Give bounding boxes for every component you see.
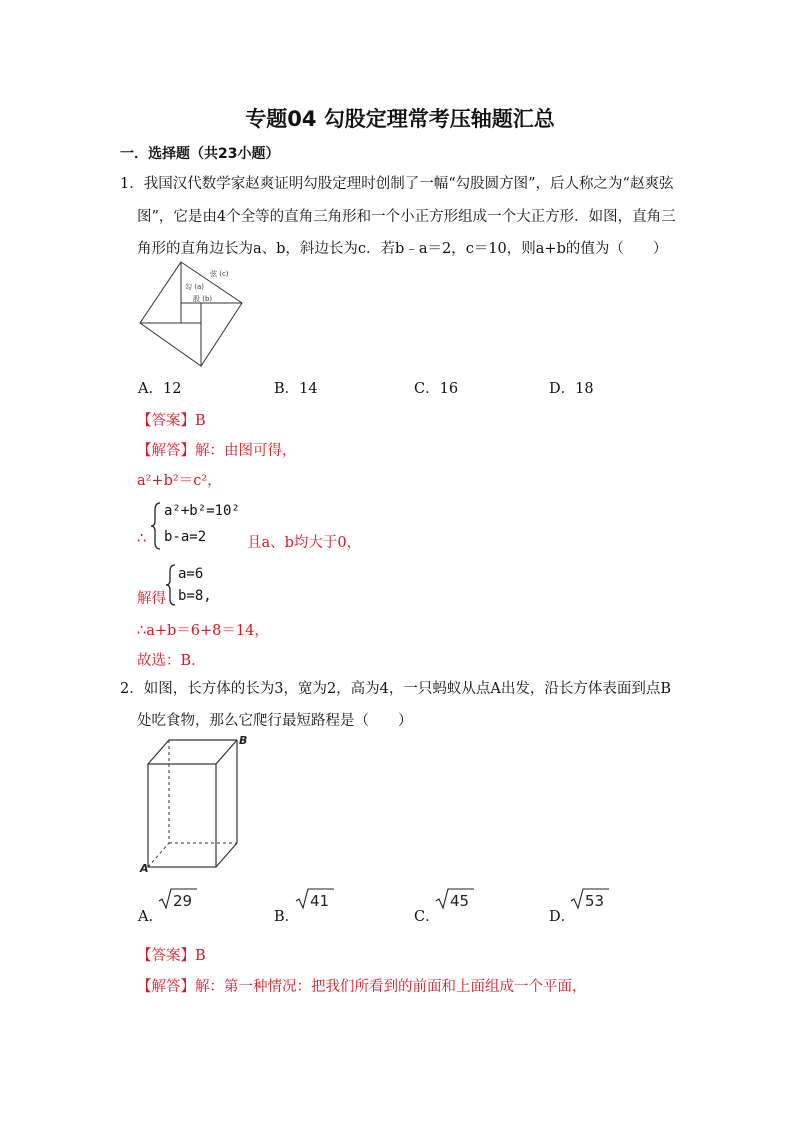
therefore-symbol: ∴ bbox=[137, 531, 147, 547]
q1-option-c: C．16 bbox=[414, 381, 459, 397]
q1-option-a: A．12 bbox=[138, 381, 182, 397]
q2-line-2: 处吃食物，那么它爬行最短路程是（ ） bbox=[137, 713, 413, 729]
q1-equation-1: a²+b²＝c²， bbox=[137, 473, 222, 489]
zhao-shuang-figure bbox=[138, 260, 244, 368]
q1-solution-head: 【解答】解：由图可得， bbox=[137, 443, 297, 459]
q1-choice: 故选：B． bbox=[137, 653, 206, 669]
radical-b-icon bbox=[295, 888, 335, 910]
q1-line-3: 角形的直角边长为a、b，斜边长为c．若b﹣a＝2，c＝10，则a+b的值为（ ） bbox=[137, 241, 668, 257]
section-heading: 一．选择题（共23小题） bbox=[120, 146, 280, 162]
page-title: 专题04 勾股定理常考压轴题汇总 bbox=[245, 107, 555, 131]
q2-option-d-letter: D． bbox=[549, 909, 576, 925]
q1-line-2: 图”，它是由4个全等的直角三角形和一个小正方形组成一个大正方形．如图，直角三 bbox=[137, 209, 676, 225]
q2-option-b-letter: B． bbox=[274, 909, 300, 925]
point-b-label: B bbox=[239, 734, 248, 747]
q2-line-1: 2．如图，长方体的长为3，宽为2，高为4，一只蚂蚁从点A出发，沿长方体表面到点B bbox=[120, 681, 672, 697]
radical-c-icon bbox=[435, 888, 475, 910]
gou-label: 勾 (a) bbox=[185, 283, 204, 291]
point-a-label: A bbox=[140, 862, 149, 875]
q1-option-b: B．14 bbox=[274, 381, 318, 397]
svg-text:41: 41 bbox=[310, 892, 330, 910]
system-2-row-2: b=8, bbox=[178, 588, 212, 604]
radical-a-icon bbox=[158, 888, 198, 910]
svg-text:53: 53 bbox=[585, 892, 605, 910]
q1-option-d: D．18 bbox=[549, 381, 594, 397]
q2-solution: 【解答】解：第一种情况：把我们所看到的前面和上面组成一个平面， bbox=[137, 979, 587, 995]
gu-label: 股 (b) bbox=[193, 295, 213, 303]
q2-option-a-letter: A． bbox=[138, 909, 163, 925]
system-1-row-2: b-a=2 bbox=[164, 529, 207, 545]
solve-label: 解得 bbox=[137, 591, 166, 607]
q2-answer: 【答案】B bbox=[137, 948, 206, 964]
svg-text:45: 45 bbox=[450, 892, 470, 910]
q1-answer: 【答案】B bbox=[137, 413, 206, 429]
q2-option-c-letter: C． bbox=[414, 909, 440, 925]
cuboid-figure bbox=[138, 730, 258, 875]
hyp-label: 弦 (c) bbox=[210, 270, 229, 278]
radical-d-icon bbox=[570, 888, 610, 910]
q1-condition: 且a、b均大于0， bbox=[247, 535, 362, 551]
system-1-row-1: a²+b²=10² bbox=[164, 503, 240, 519]
system-2-brace bbox=[165, 564, 177, 606]
q1-result: ∴a+b＝6+8＝14， bbox=[137, 623, 269, 639]
system-1-brace bbox=[150, 502, 162, 550]
svg-text:29: 29 bbox=[173, 892, 193, 910]
system-2-row-1: a=6 bbox=[178, 566, 204, 582]
q1-line-1: 1．我国汉代数学家赵爽证明勾股定理时创制了一幅“勾股圆方图”，后人称之为“赵爽弦 bbox=[120, 176, 674, 192]
